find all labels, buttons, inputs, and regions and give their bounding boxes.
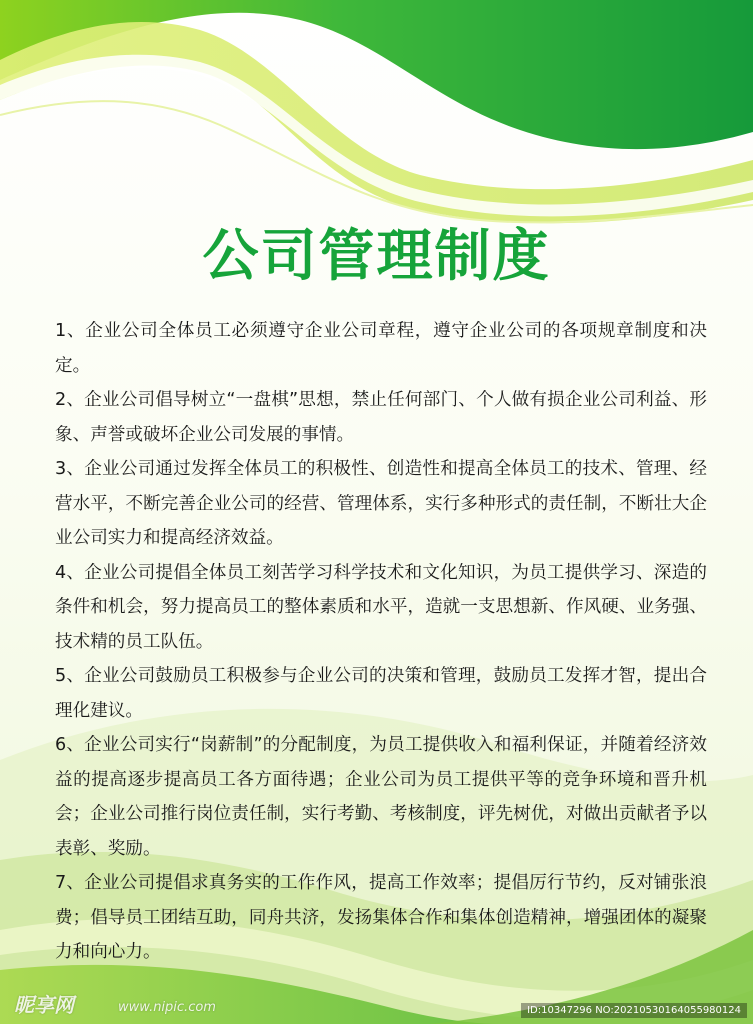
top-wave-green [0, 0, 753, 149]
rule-item-2: 2、企业公司倡导树立“一盘棋”思想，禁止任何部门、个人做有损企业公司利益、形象、声誉或破坏企业公司发展的事情。 [55, 390, 707, 445]
rule-item-5: 5、企业公司鼓励员工积极参与企业公司的决策和管理，鼓励员工发挥才智，提出合理化建议。 [55, 666, 707, 721]
rule-item-4: 4、企业公司提倡全体员工刻苦学习科学技术和文化知识，为员工提供学习、深造的条件和机会，努力提高员工的整体素质和水平，造就一支思想新、作风硬、业务强、技术精的员工队伍。 [55, 562, 707, 652]
rule-item-3: 3、企业公司通过发挥全体员工的积极性、创造性和提高全体员工的技术、管理、经营水平，不断完善企业公司的经营、管理体系，实行多种形式的责任制，不断壮大企业公司实力和提高经济效益。 [55, 459, 707, 548]
rules-list [55, 314, 707, 970]
page-title: 公司管理制度 [202, 224, 551, 289]
rule-item-7: 7、企业公司提倡求真务实的工作作风，提高工作效率；提倡厉行节约，反对铺张浪费；倡导员工团结互助，同舟共济，发扬集体合作和集体创造精神，增强团体的凝聚力和向心力。 [55, 873, 707, 962]
rule-item-1: 1、企业公司全体员工必须遵守企业公司章程，遵守企业公司的各项规章制度和决定。 [55, 321, 707, 376]
rule-item-6: 6、企业公司实行“岗薪制”的分配制度，为员工提供收入和福利保证，并随着经济效益的提高逐步提高员工各方面待遇；企业公司为员工提供平等的竞争环境和晋升机会；企业公司推行岗位责任制，实行考勤、考核制度，评先树优，对做出贡献者予以表彰、奖励。 [55, 735, 707, 859]
watermark-logo: 昵享网 [14, 993, 74, 1017]
watermark-url: www.nipic.com [118, 1000, 216, 1015]
watermark-id: ID:10347296 NO:20210530164055980124 [521, 1003, 747, 1018]
